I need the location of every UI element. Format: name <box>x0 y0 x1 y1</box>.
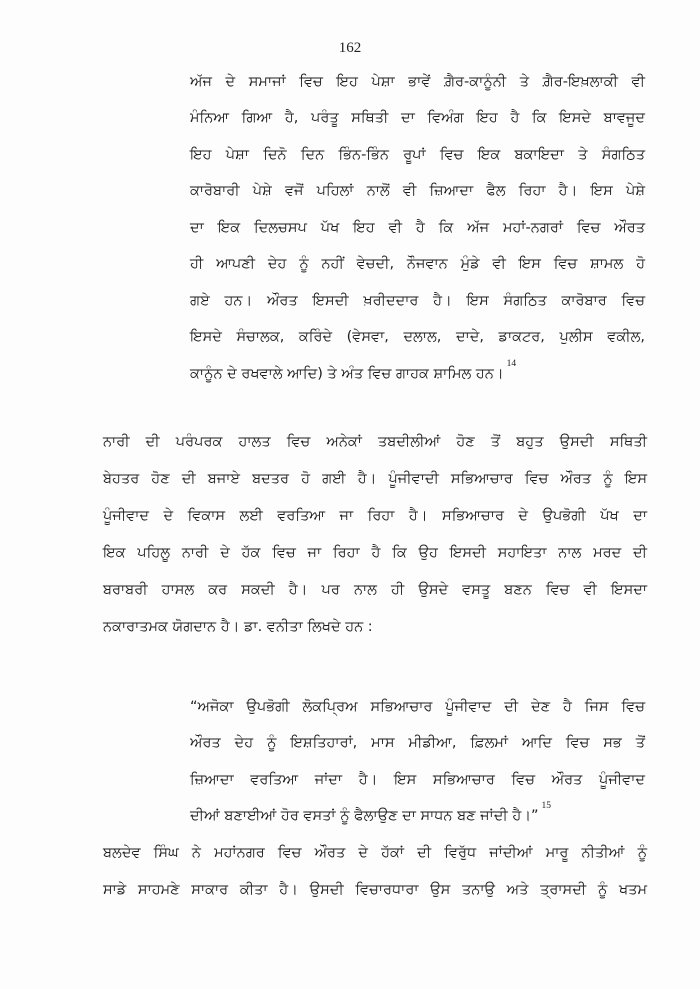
footnote-ref[interactable]: 14 <box>506 359 517 369</box>
paragraph-line: ਇਕ ਪਹਿਲੂ ਨਾਰੀ ਦੇ ਹੱਕ ਵਿਚ ਜਾ ਰਿਹਾ ਹੈ ਕਿ ਉਹ ਇਸਦੀ ਸਹਾਇਤਾ ਨਾਲ ਮਰਦ ਦੀ <box>103 545 647 561</box>
quote-line: ਅੱਜ ਦੇ ਸਮਾਜਾਂ ਵਿਚ ਇਹ ਪੇਸ਼ਾ ਭਾਵੇਂ ਗ਼ੈਰ-ਕਾਨੂੰਨੀ ਤੇ ਗ਼ੈਰ-ਇਖ਼ਲਾਕੀ ਵੀ <box>190 74 645 90</box>
paragraph-line: ਬਰਾਬਰੀ ਹਾਸਲ ਕਰ ਸਕਦੀ ਹੈ। ਪਰ ਨਾਲ ਹੀ ਉਸਦੇ ਵਸਤੂ ਬਣਨ ਵਿਚ ਵੀ ਇਸਦਾ <box>103 582 647 598</box>
quote-line: ਗਏ ਹਨ। ਔਰਤ ਇਸਦੀ ਖ਼ਰੀਦਦਾਰ ਹੈ। ਇਸ ਸੰਗਠਿਤ ਕਾਰੋਬਾਰ ਵਿਚ <box>190 293 645 309</box>
quote-line: ਔਰਤ ਦੇਹ ਨੂੰ ਇਸ਼ਤਿਹਾਰਾਂ, ਮਾਸ ਮੀਡੀਆ, ਫ਼ਿਲਮਾਂ ਆਦਿ ਵਿਚ ਸਭ ਤੋਂ <box>190 735 645 751</box>
paragraph-line: ਬੇਹਤਰ ਹੋਣ ਦੀ ਬਜਾਏ ਬਦਤਰ ਹੋ ਗਈ ਹੈ। ਪੂੰਜੀਵਾਦੀ ਸਭਿਆਚਾਰ ਵਿਚ ਔਰਤ ਨੂੰ ਇਸ <box>103 471 647 487</box>
quote-line: ਮੰਨਿਆ ਗਿਆ ਹੈ, ਪਰੰਤੂ ਸਥਿਤੀ ਦਾ ਵਿਅੰਗ ਇਹ ਹੈ ਕਿ ਇਸਦੇ ਬਾਵਜੂਦ <box>190 110 645 126</box>
paragraph-line: ਸਾਡੇ ਸਾਹਮਣੇ ਸਾਕਾਰ ਕੀਤਾ ਹੈ। ਉਸਦੀ ਵਿਚਾਰਧਾਰਾ ਉਸ ਤਨਾਉ ਅਤੇ ਤ੍ਰਾਸਦੀ ਨੂੰ ਖਤਮ <box>103 882 647 898</box>
paragraph-line: ਪੂੰਜੀਵਾਦ ਦੇ ਵਿਕਾਸ ਲਈ ਵਰਤਿਆ ਜਾ ਰਿਹਾ ਹੈ। ਸਭਿਆਚਾਰ ਦੇ ਉਪਭੋਗੀ ਪੱਖ ਦਾ <box>103 508 647 524</box>
quote-line: ਇਹ ਪੇਸ਼ਾ ਦਿਨੋ ਦਿਨ ਭਿੰਨ-ਭਿੰਨ ਰੂਪਾਂ ਵਿਚ ਇਕ ਬਕਾਇਦਾ ਤੇ ਸੰਗਠਿਤ <box>190 147 645 163</box>
quote-line: ਦੀਆਂ ਬਣਾਈਆਂ ਹੋਰ ਵਸਤਾਂ ਨੂੰ ਫੈਲਾਉਣ ਦਾ ਸਾਧਨ ਬਣ ਜਾਂਦੀ ਹੈ।” 15 <box>190 801 552 824</box>
quote-line: ਦਾ ਇਕ ਦਿਲਚਸਪ ਪੱਖ ਇਹ ਵੀ ਹੈ ਕਿ ਅੱਜ ਮਹਾਂ-ਨਗਰਾਂ ਵਿਚ ਔਰਤ <box>190 220 645 236</box>
quote-line: ਕਾਰੋਬਾਰੀ ਪੇਸ਼ੇ ਵਜੋਂ ਪਹਿਲਾਂ ਨਾਲੋਂ ਵੀ ਜ਼ਿਆਦਾ ਫੈਲ ਰਿਹਾ ਹੈ। ਇਸ ਪੇਸ਼ੇ <box>190 183 645 199</box>
quote-line: “ਅਜੋਕਾ ਉਪਭੋਗੀ ਲੋਕਪ੍ਰਿਅ ਸਭਿਆਚਾਰ ਪੂੰਜੀਵਾਦ ਦੀ ਦੇਣ ਹੈ ਜਿਸ ਵਿਚ <box>190 699 645 715</box>
paragraph-line: ਬਲਦੇਵ ਸਿੰਘ ਨੇ ਮਹਾਂਨਗਰ ਵਿਚ ਔਰਤ ਦੇ ਹੱਕਾਂ ਦੀ ਵਿਰੁੱਧ ਜਾਂਦੀਆਂ ਮਾਰੂ ਨੀਤੀਆਂ ਨੂੰ <box>103 845 647 861</box>
quote-line: ਇਸਦੇ ਸੰਚਾਲਕ, ਕਰਿੰਦੇ (ਵੇਸਵਾ, ਦਲਾਲ, ਦਾਦੇ, ਡਾਕਟਰ, ਪੁਲੀਸ ਵਕੀਲ, <box>190 329 645 345</box>
page-number: 162 <box>338 40 362 56</box>
quote-line: ਕਾਨੂੰਨ ਦੇ ਰਖਵਾਲੇ ਆਦਿ) ਤੇ ਅੰਤ ਵਿਚ ਗਾਹਕ ਸ਼ਾਮਿਲ ਹਨ। 14 <box>190 359 517 382</box>
quote-line: ਹੀ ਆਪਣੀ ਦੇਹ ਨੂੰ ਨਹੀਂ ਵੇਚਦੀ, ਨੌਜਵਾਨ ਮੁੰਡੇ ਵੀ ਇਸ ਵਿਚ ਸ਼ਾਮਲ ਹੋ <box>190 256 645 272</box>
paragraph-line: ਨਾਰੀ ਦੀ ਪਰੰਪਰਕ ਹਾਲਤ ਵਿਚ ਅਨੇਕਾਂ ਤਬਦੀਲੀਆਂ ਹੋਣ ਤੋਂ ਬਹੁਤ ਉਸਦੀ ਸਥਿਤੀ <box>103 434 647 450</box>
paragraph-line: ਨਕਾਰਾਤਮਕ ਯੋਗਦਾਨ ਹੈ। ਡਾ. ਵਨੀਤਾ ਲਿਖਦੇ ਹਨ : <box>103 619 373 635</box>
quote-line: ਜ਼ਿਆਦਾ ਵਰਤਿਆ ਜਾਂਦਾ ਹੈ। ਇਸ ਸਭਿਆਚਾਰ ਵਿਚ ਔਰਤ ਪੂੰਜੀਵਾਦ <box>190 772 645 788</box>
footnote-ref[interactable]: 15 <box>541 801 552 811</box>
